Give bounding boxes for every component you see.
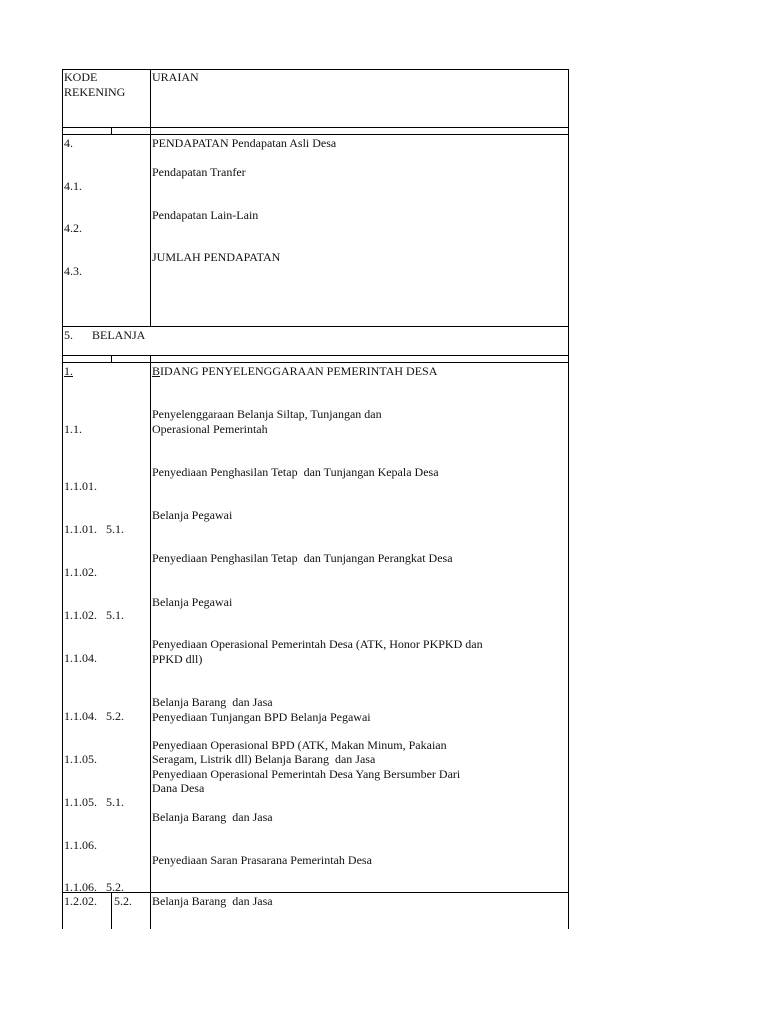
- last-row-top-border: [62, 892, 569, 893]
- header-divider-bottom: [62, 134, 569, 135]
- row-kode: 1.1.02. 5.1.: [64, 608, 124, 622]
- row-uraian: Belanja Pegawai: [152, 595, 233, 609]
- header-kode-label: KODE: [64, 70, 98, 84]
- header-tick: [111, 127, 112, 134]
- header-uraian-label: URAIAN: [152, 70, 199, 84]
- row-uraian: Penyediaan Saran Prasarana Pemerintah Desa: [152, 853, 372, 867]
- pendapatan-uraian: Pendapatan Lain-Lain: [152, 208, 259, 222]
- pendapatan-uraian: PENDAPATAN Pendapatan Asli Desa: [152, 136, 337, 150]
- row-kode: 1.1.01. 5.1.: [64, 522, 124, 536]
- pendapatan-kode: 4.2.: [64, 221, 82, 235]
- row-uraian: Penyediaan Operasional BPD (ATK, Makan Minum, Pakaian: [152, 738, 447, 752]
- pendapatan-kode: 4.3.: [64, 264, 82, 278]
- row-kode: 1.1.04. 5.2.: [64, 709, 124, 723]
- pendapatan-kode: 4.1.: [64, 179, 82, 193]
- row-uraian: Penyediaan Operasional Pemerintah Desa (ATK, Honor PKPKD dan: [152, 637, 483, 651]
- row-uraian: Operasional Pemerintah: [152, 422, 268, 436]
- row-uraian: Penyediaan Penghasilan Tetap dan Tunjangan Perangkat Desa: [152, 551, 453, 565]
- row-uraian: Belanja Pegawai: [152, 508, 233, 522]
- table-left-border: [62, 69, 63, 929]
- row-kode: 1.1.: [64, 422, 82, 436]
- row-kode: 1.1.02.: [64, 565, 97, 579]
- row-uraian: Dana Desa: [152, 781, 205, 795]
- pendapatan-uraian: Pendapatan Tranfer: [152, 165, 246, 179]
- column-divider-body: [150, 355, 151, 929]
- table-top-border: [62, 69, 569, 70]
- last-row-subdivider: [111, 892, 112, 929]
- belanja-number: 5.: [64, 328, 73, 342]
- pendapatan-uraian: JUMLAH PENDAPATAN: [152, 250, 281, 264]
- row-kode: 1.1.04.: [64, 651, 97, 665]
- row-uraian: Penyediaan Tunjangan BPD Belanja Pegawai: [152, 710, 371, 724]
- last-row-sub-kode: 5.2.: [114, 894, 132, 908]
- row-kode: 1.: [64, 364, 73, 378]
- pendapatan-kode: 4.: [64, 136, 73, 150]
- belanja-tick: [111, 355, 112, 362]
- row-kode: 1.1.05. 5.1.: [64, 795, 124, 809]
- header-rekening-label: REKENING: [64, 85, 126, 99]
- row-uraian: Belanja Barang dan Jasa: [152, 695, 273, 709]
- row-kode: 1.1.05.: [64, 752, 97, 766]
- row-kode: 1.1.06.: [64, 838, 97, 852]
- belanja-title: BELANJA: [92, 328, 146, 342]
- row-uraian-rest: IDANG PENYELENGGARAAN PEMERINTAH DESA: [160, 364, 438, 378]
- row-uraian: Penyediaan Penghasilan Tetap dan Tunjangan Kepala Desa: [152, 465, 439, 479]
- last-row-uraian: Belanja Barang dan Jasa: [152, 894, 273, 908]
- row-uraian-initial: B: [152, 364, 161, 378]
- row-kode: 1.1.01.: [64, 479, 97, 493]
- row-uraian: [152, 364, 437, 378]
- row-uraian: Seragam, Listrik dll) Belanja Barang dan Jasa: [152, 752, 376, 766]
- header-divider-top: [62, 127, 569, 128]
- row-uraian: Belanja Barang dan Jasa: [152, 810, 273, 824]
- belanja-divider-top: [62, 355, 569, 356]
- last-row-kode: 1.2.02.: [64, 894, 97, 908]
- belanja-divider-bottom: [62, 362, 569, 363]
- row-uraian: Penyelenggaraan Belanja Siltap, Tunjangan dan: [152, 407, 382, 421]
- row-uraian: Penyediaan Operasional Pemerintah Desa Yang Bersumber Dari: [152, 767, 461, 781]
- pendapatan-bottom-border: [62, 326, 569, 327]
- table-right-border: [568, 69, 569, 929]
- row-uraian: PPKD dll): [152, 652, 203, 666]
- row-kode: 1.1.06. 5.2.: [64, 880, 124, 894]
- column-divider-header: [150, 69, 151, 327]
